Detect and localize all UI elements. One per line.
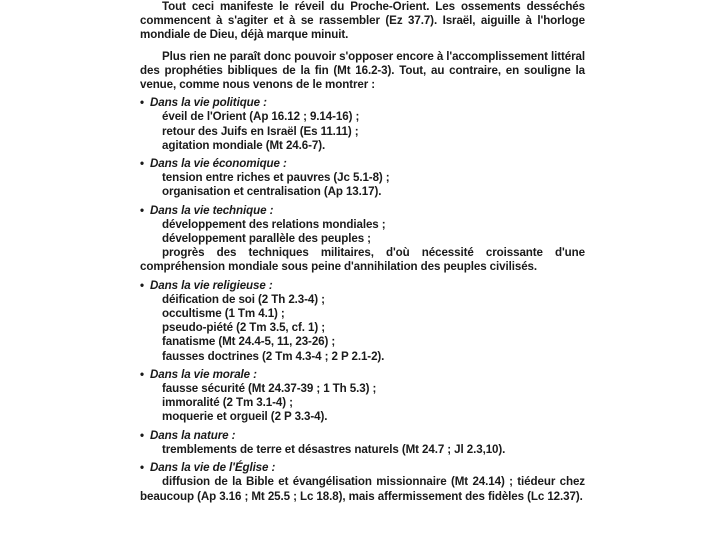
section-heading: [140, 204, 585, 218]
section-heading-label: Dans la vie religieuse :: [150, 278, 273, 292]
bullet-icon: •: [140, 367, 144, 381]
section-heading: [140, 368, 585, 382]
section-heading-label: Dans la vie politique :: [150, 96, 267, 110]
sections-list: [140, 96, 585, 503]
list-item: agitation mondiale (Mt 24.6-7).: [162, 138, 326, 152]
bullet-icon: •: [140, 428, 144, 442]
section-heading: [140, 461, 585, 475]
list-item: développement des relations mondiales ;: [162, 217, 386, 231]
list-item: fausse sécurité (Mt 24.37-39 ; 1 Th 5.3) ;: [162, 382, 377, 396]
bullet-icon: •: [140, 203, 144, 217]
section: [140, 368, 585, 425]
list-item: tension entre riches et pauvres (Jc 5.1-8) ;: [162, 171, 390, 185]
bullet-icon: •: [140, 96, 144, 110]
section-heading-label: Dans la vie technique :: [150, 203, 274, 217]
list-item: fanatisme (Mt 24.4-5, 11, 23-26) ;: [162, 335, 336, 349]
list-item: déification de soi (2 Th 2.3-4) ;: [162, 292, 325, 306]
list-item: fausses doctrines (2 Tm 4.3-4 ; 2 P 2.1-2).: [162, 349, 385, 363]
section-heading-label: Dans la nature :: [150, 428, 236, 442]
paragraph-intro: Tout ceci manifeste le réveil du Proche-Orient. Les ossements desséchés commencent à s'agiter et à se rassembler (Ez 37.7). Israël, aiguille à l'horloge mondiale de Dieu, déjà marque minuit.: [140, 0, 585, 42]
section: [140, 204, 585, 275]
section-heading-label: Dans la vie morale :: [150, 367, 257, 381]
list-item: moquerie et orgueil (2 P 3.3-4).: [162, 410, 328, 424]
section-heading: [140, 157, 585, 171]
section: [140, 96, 585, 153]
list-item: occultisme (1 Tm 4.1) ;: [162, 307, 285, 321]
list-item: diffusion de la Bible et évangélisation missionnaire (Mt 24.14) ; tiédeur chez beaucoup (Ap 3.16 ; Mt 25.5 ; Lc 18.8), mais affermissement des fidèles (Lc 12.37).: [140, 475, 585, 503]
bullet-icon: •: [140, 278, 144, 292]
bullet-icon: •: [140, 461, 144, 475]
section-heading-label: Dans la vie économique :: [150, 157, 287, 171]
section-heading: [140, 279, 585, 293]
list-item: organisation et centralisation (Ap 13.17).: [162, 185, 382, 199]
document-page: [140, 0, 585, 504]
section-heading: [140, 429, 585, 443]
section: [140, 429, 585, 457]
paragraph-prophecies: Plus rien ne paraît donc pouvoir s'opposer encore à l'accomplissement littéral des prophéties bibliques de la fin (Mt 16.2-3). Tout, au contraire, en souligne la venue, comme nous venons de le montrer :: [140, 49, 585, 92]
list-item: tremblements de terre et désastres naturels (Mt 24.7 ; Jl 2.3,10).: [162, 442, 506, 456]
section: [140, 279, 585, 364]
bullet-icon: •: [140, 157, 144, 171]
list-item: développement parallèle des peuples ;: [162, 232, 371, 246]
list-item: progrès des techniques militaires, d'où nécessité croissante d'une compréhension mondiale sous peine d'annihilation des peuples civilisés.: [140, 246, 585, 274]
section-heading-label: Dans la vie de l'Église :: [150, 461, 276, 475]
section: [140, 461, 585, 504]
section-heading: [140, 96, 585, 110]
list-item: pseudo-piété (2 Tm 3.5, cf. 1) ;: [162, 321, 326, 335]
list-item: immoralité (2 Tm 3.1-4) ;: [162, 396, 293, 410]
list-item: retour des Juifs en Israël (Es 11.11) ;: [162, 124, 359, 138]
list-item: éveil de l'Orient (Ap 16.12 ; 9.14-16) ;: [162, 110, 360, 124]
section: [140, 157, 585, 200]
